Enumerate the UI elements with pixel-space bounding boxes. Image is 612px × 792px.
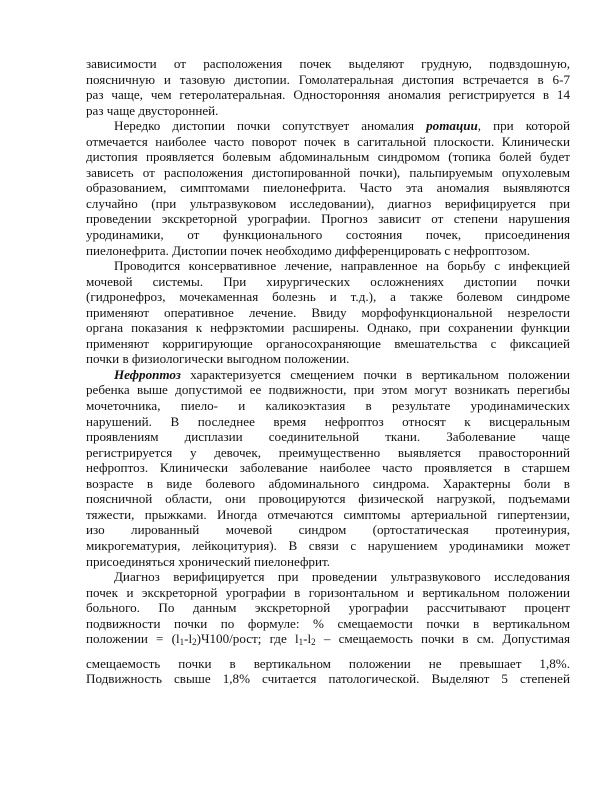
text-run: -l <box>184 631 193 647</box>
term-emphasis: Нефроптоз <box>114 366 181 382</box>
text-line <box>86 631 570 651</box>
text-run: -l <box>303 631 312 647</box>
paragraph-p3 <box>86 258 570 367</box>
text-line: раз чаще двусторонней. <box>86 102 219 118</box>
text-line: дистопия проявляется болевым абдоминальным синдромом (топика болей будет <box>86 149 570 165</box>
text-line: уродинамики, от функционального состояния почек, присоединения <box>86 227 570 243</box>
text-line: больного. По данным экскреторной урографии рассчитывают процент <box>86 600 570 616</box>
text-run: )Ч100/рост; где l <box>196 631 299 647</box>
text-line: проведении экскреторной урографии. Прогноз зависит от степени нарушения <box>86 211 570 227</box>
text-line: случайно (при ультразвуковом исследовании), диагноз верифицируется при <box>86 195 570 211</box>
text-run: – смещаемость почки в см. Допустимая <box>315 631 570 647</box>
paragraph-p1 <box>86 56 570 118</box>
text-line: Подвижность свыше 1,8% считается патологической. Выделяют 5 степеней <box>86 671 570 687</box>
text-line: микрогематурия, лейкоцитурия). В связи с нарушением уродинамики может <box>86 537 570 553</box>
text-run: Нередко дистопии почки сопутствует аномалия <box>114 118 427 134</box>
subscript: 1 <box>298 637 304 648</box>
subscript: 1 <box>179 637 185 648</box>
text-line: тяжести, прыжками. Иногда отмечаются симптомы артериальной гипертензии, <box>86 506 570 522</box>
text-line: мочеточника, пиело- и каликоэктазия в результате уродинамических <box>86 398 570 414</box>
text-line: поясничную и тазовую дистопии. Гомолатеральная дистопия встречается в 6-7 <box>86 71 570 87</box>
text-line: Проводится консервативное лечение, направленное на борьбу с инфекцией <box>114 258 570 274</box>
text-line: ребенка выше допустимой ее подвижности, при этом могут возникать перегибы <box>86 382 570 398</box>
subscript: 2 <box>311 637 316 648</box>
paragraph-p5 <box>86 569 570 687</box>
paragraph-p2 <box>86 118 570 258</box>
text-line: почки в физиологически выгодном положении. <box>86 351 350 367</box>
text-line: зависимости от расположения почек выделяют грудную, подвздошную, <box>86 56 570 71</box>
text-line: присоединяться хронический пиелонефрит. <box>86 553 330 569</box>
text-line: нарушений. В последнее время нефроптоз относят к висцеральным <box>86 413 570 429</box>
paragraph-p4 <box>86 367 570 569</box>
text-line <box>86 367 570 383</box>
text-line: пиелонефрита. Дистопии почек необходимо дифференцировать с нефроптозом. <box>86 242 531 258</box>
text-line: применяют корригирующие органосохраняющие вмешательства с фиксацией <box>86 335 570 351</box>
text-line: мочевой системы. При хирургических осложнениях дистопии почки <box>86 273 570 289</box>
text-line: проявлениям дисплазии соединительной ткани. Заболевание чаще <box>86 429 570 445</box>
text-line: подвижности почки по формуле: % смещаемости почки в вертикальном <box>86 615 570 631</box>
text-line: нефроптоз. Клинически заболевание наиболее часто проявляется в старшем <box>86 460 570 476</box>
text-line: возрасте в виде болевого абдоминального синдрома. Характерны боли в <box>86 475 570 491</box>
text-line: (гидронефроз, мочекаменная болезнь и т.д.), а также болевом синдроме <box>86 289 570 305</box>
text-line <box>86 118 570 134</box>
text-line: зависеть от расположения дистопированной почки), пальпируемым опухолевым <box>86 164 570 180</box>
text-line: поясничной области, они провоцируются физической нагрузкой, подъемами <box>86 491 570 507</box>
text-line: применяют оперативное лечение. Ввиду морфофункциональной незрелости <box>86 304 570 320</box>
text-line: регистрируется у девочек, преимущественно выявляется правосторонний <box>86 444 570 460</box>
text-line: смещаемость почки в вертикальном положении не превышает 1,8%. <box>86 655 570 671</box>
text-run: , при которой <box>477 118 570 134</box>
subscript: 2 <box>192 637 197 648</box>
text-line: органа показания к нефрэктомии расширены. Однако, при сохранении функции <box>86 320 570 336</box>
document-page <box>86 56 570 687</box>
text-line: почек и экскреторной урографии в горизонтальном и вертикальном положении <box>86 584 570 600</box>
text-run: положении = (l <box>86 631 180 647</box>
text-run: характеризуется смещением почки в вертикальном положении <box>180 366 570 382</box>
text-line: раз чаще, чем гетеролатеральная. Односторонняя аномалия регистрируется в 14 <box>86 87 570 103</box>
text-line: изо лированный мочевой синдром (ортостатическая протеинурия, <box>86 522 570 538</box>
term-emphasis: ротации <box>426 118 478 134</box>
text-line: образованием, симптомами пиелонефрита. Часто эта аномалия выявляются <box>86 180 570 196</box>
text-line: отмечается наиболее часто поворот почек в сагитальной плоскости. Клинически <box>86 133 570 149</box>
text-line: Диагноз верифицируется при проведении ультразвукового исследования <box>114 569 570 585</box>
